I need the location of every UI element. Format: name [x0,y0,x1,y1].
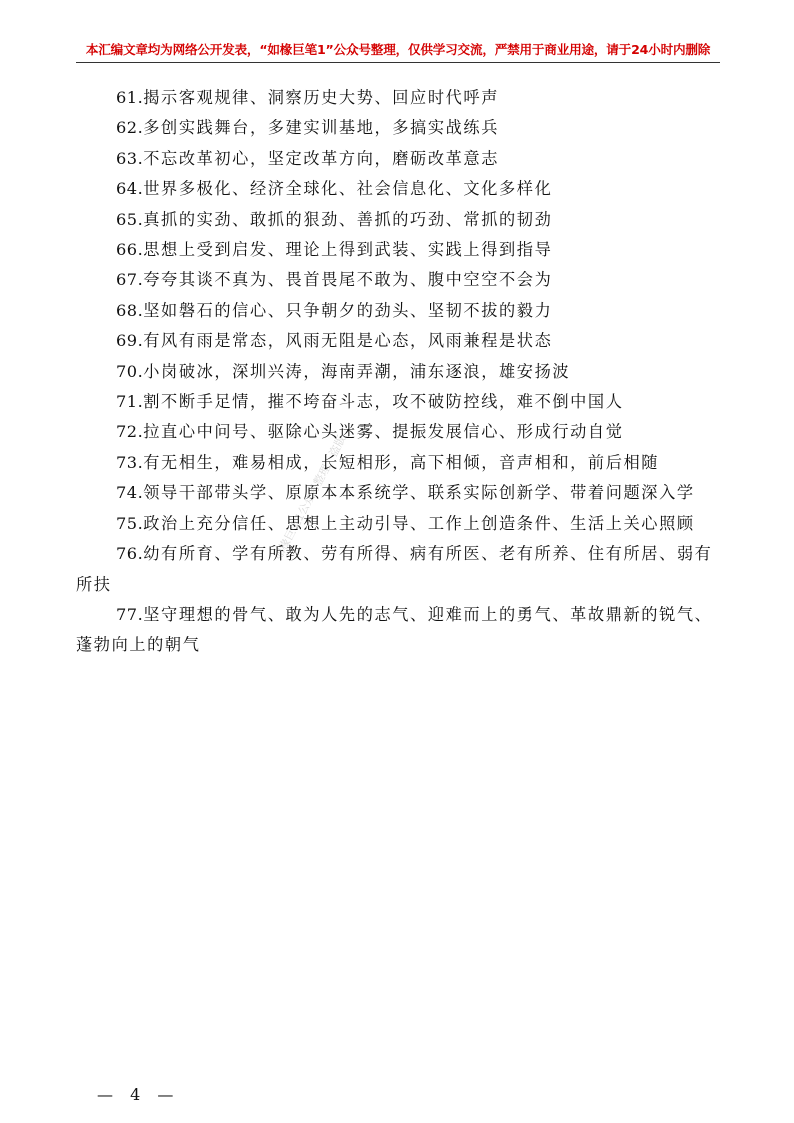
list-item [76,265,720,295]
list-item [76,539,720,600]
page-number: — 4 — [97,1085,180,1104]
item-text: 夸夸其谈不真为、畏首畏尾不敢为、腹中空空不会为 [143,270,553,290]
item-text: 领导干部带头学、原原本本系统学、联系实际创新学、带着问题深入学 [143,483,695,503]
item-number: 71. [116,392,144,412]
item-text: 坚如磐石的信心、只争朝夕的劲头、坚韧不拔的毅力 [143,300,553,320]
item-text: 有风有雨是常态，风雨无阻是心态，风雨兼程是状态 [143,331,553,351]
item-text: 真抓的实劲、敢抓的狠劲、善抓的巧劲、常抓的韧劲 [143,209,553,229]
item-number: 61. [116,88,144,107]
list-item [76,326,720,356]
list-item [76,235,720,265]
list-item [76,205,720,235]
item-text: 幼有所育、学有所教、劳有所得、病有所医、老有所养、住有所居、弱有所扶 [76,544,713,594]
item-text: 坚守理想的骨气、敢为人先的志气、迎难而上的勇气、革故鼎新的锐气、蓬勃向上的朝气 [76,604,713,655]
watermark-text: 如椽巨笔1公众号整理，盗版 [271,433,349,563]
list-item [76,417,720,447]
list-item [76,174,720,204]
item-text: 有无相生，难易相成，长短相形，高下相倾，音声相和，前后相随 [143,452,660,472]
item-number: 73. [116,452,144,472]
list-item [76,387,720,417]
header-divider [76,62,720,63]
list-item [76,357,720,387]
item-number: 62. [116,118,144,138]
document-body [76,83,720,661]
list-item [76,478,720,508]
item-number: 67. [116,270,144,290]
item-number: 69. [116,331,144,351]
item-number: 63. [116,148,144,168]
copyright-notice: 本汇编文章均为网络公开发表，“如椽巨笔1”公众号整理，仅供学习交流，严禁用于商业用途，请于24小时内删除 [85,42,711,57]
item-number: 68. [116,300,144,320]
item-text: 政治上充分信任、思想上主动引导、工作上创造条件、生活上关心照顾 [143,513,695,533]
item-number: 64. [116,179,144,199]
item-text: 割不断手足情，摧不垮奋斗志，攻不破防控线，难不倒中国人 [143,392,624,412]
list-item [76,144,720,174]
item-number: 72. [116,422,144,442]
item-number: 75. [116,513,144,533]
item-number: 74. [116,483,144,503]
list-item [76,83,720,113]
list-item [76,113,720,143]
item-number: 77. [116,604,144,624]
item-text: 不忘改革初心，坚定改革方向，磨砺改革意志 [143,148,499,168]
item-text: 小岗破冰，深圳兴涛，海南弄潮，浦东逐浪，雄安扬波 [143,361,571,381]
list-item [76,509,720,539]
item-number: 66. [116,240,144,260]
item-number: 65. [116,209,144,229]
item-number: 70. [116,361,144,381]
item-text: 多创实践舞台，多建实训基地，多搞实战练兵 [143,118,499,138]
list-item [76,448,720,478]
list-item [76,600,720,661]
item-number: 76. [116,544,144,564]
item-text: 思想上受到启发、理论上得到武装、实践上得到指导 [143,240,553,260]
item-text: 世界多极化、经济全球化、社会信息化、文化多样化 [143,179,553,199]
list-item [76,296,720,326]
item-text: 拉直心中问号、驱除心头迷雾、提振发展信心、形成行动自觉 [143,422,624,442]
item-text: 揭示客观规律、洞察历史大势、回应时代呼声 [143,88,499,107]
